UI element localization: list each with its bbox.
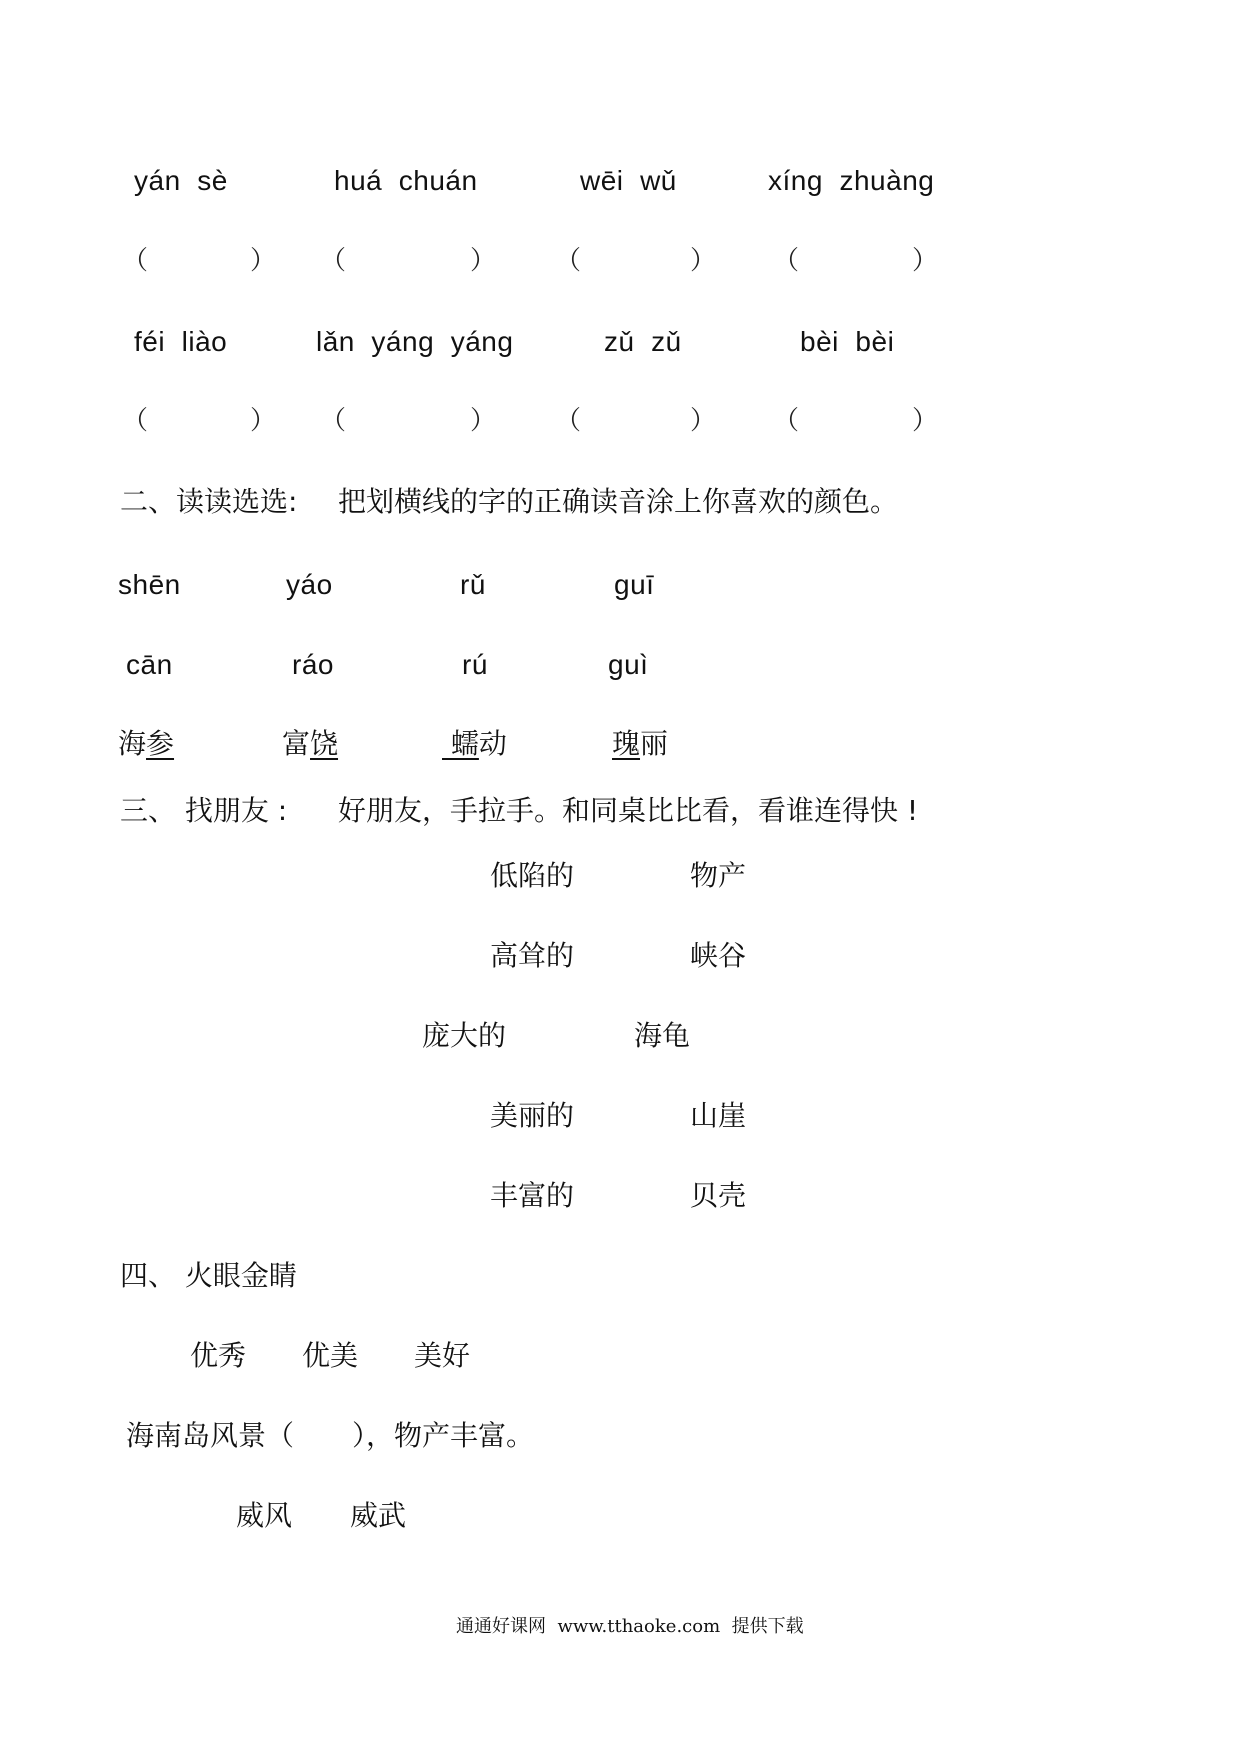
underlined-char: 蠕	[442, 727, 479, 760]
noun-item: 山崖	[690, 1099, 747, 1132]
footer-text: 通通好课网 www.tthaoke.com 提供下载	[456, 1616, 804, 1637]
underlined-char: 参	[146, 727, 175, 760]
word-option: 威武	[350, 1499, 407, 1532]
noun-item: 物产	[690, 859, 747, 892]
pinyin-option: yáo	[286, 569, 333, 600]
plain-char: 富	[282, 727, 311, 760]
pinyin-option: rú	[462, 649, 488, 680]
plain-char: 海	[118, 727, 147, 760]
pinyin-item: xíng zhuàng	[768, 165, 935, 196]
adjective-item: 丰富的	[490, 1179, 575, 1212]
word-rudong	[442, 727, 507, 760]
section-3-instruction: 好朋友，手拉手。和同桌比比看，看谁连得快 !	[338, 794, 919, 827]
pinyin-option: rǔ	[460, 569, 486, 600]
paren-open: （	[555, 246, 582, 276]
paren-close: ）	[250, 406, 277, 436]
adjective-item: 美丽的	[490, 1099, 575, 1132]
paren-close: ）	[912, 246, 939, 276]
underlined-char: 饶	[310, 727, 339, 760]
paren-open: （	[122, 406, 149, 436]
underlined-char: 瑰	[612, 727, 641, 760]
paren-open: （	[773, 406, 800, 436]
adjective-item: 高耸的	[490, 939, 575, 972]
paren-close: ）	[470, 406, 497, 436]
pinyin-item: wēi wǔ	[580, 165, 677, 196]
word-guili	[612, 727, 669, 760]
paren-open: （	[773, 246, 800, 276]
paren-open: （	[122, 246, 149, 276]
paren-close: ）	[690, 246, 717, 276]
noun-item: 海龟	[634, 1019, 691, 1052]
word-furao	[282, 727, 339, 760]
section-4-title: 四、 火眼金睛	[120, 1259, 297, 1292]
paren-open: （	[320, 246, 347, 276]
paren-close: ）	[690, 406, 717, 436]
sentence-after-blank: ），物产丰富。	[352, 1419, 535, 1452]
pinyin-item: bèi bèi	[800, 326, 895, 357]
word-option: 美好	[414, 1339, 471, 1372]
pinyin-item: huá chuán	[334, 165, 478, 196]
word-haishen	[118, 727, 175, 760]
pinyin-option: guī	[614, 569, 655, 600]
plain-char: 丽	[640, 727, 669, 760]
pinyin-item: zǔ zǔ	[604, 326, 682, 357]
paren-close: ）	[470, 246, 497, 276]
pinyin-item: féi liào	[134, 326, 228, 357]
pinyin-option: shēn	[118, 569, 181, 600]
noun-item: 贝壳	[690, 1179, 747, 1212]
paren-close: ）	[912, 406, 939, 436]
word-option: 威风	[236, 1499, 293, 1532]
paren-open: （	[555, 406, 582, 436]
paren-open: （	[320, 406, 347, 436]
pinyin-option: cān	[126, 649, 173, 680]
paren-close: ）	[250, 246, 277, 276]
pinyin-item: yán sè	[134, 165, 228, 196]
pinyin-option: ráo	[292, 649, 334, 680]
word-option: 优美	[302, 1339, 359, 1372]
pinyin-option: guì	[608, 649, 649, 680]
sentence-before-blank: 海南岛风景（	[126, 1419, 295, 1452]
section-2-title: 二、读读选选:	[120, 485, 298, 518]
noun-item: 峡谷	[690, 939, 747, 972]
section-3-title: 三、 找朋友 :	[120, 794, 288, 827]
section-2-instruction: 把划横线的字的正确读音涂上你喜欢的颜色。	[338, 485, 899, 518]
adjective-item: 低陷的	[490, 859, 575, 892]
adjective-item: 庞大的	[422, 1019, 507, 1052]
word-option: 优秀	[190, 1339, 247, 1372]
pinyin-item: lǎn yáng yáng	[316, 326, 514, 357]
plain-char: 动	[478, 727, 507, 760]
